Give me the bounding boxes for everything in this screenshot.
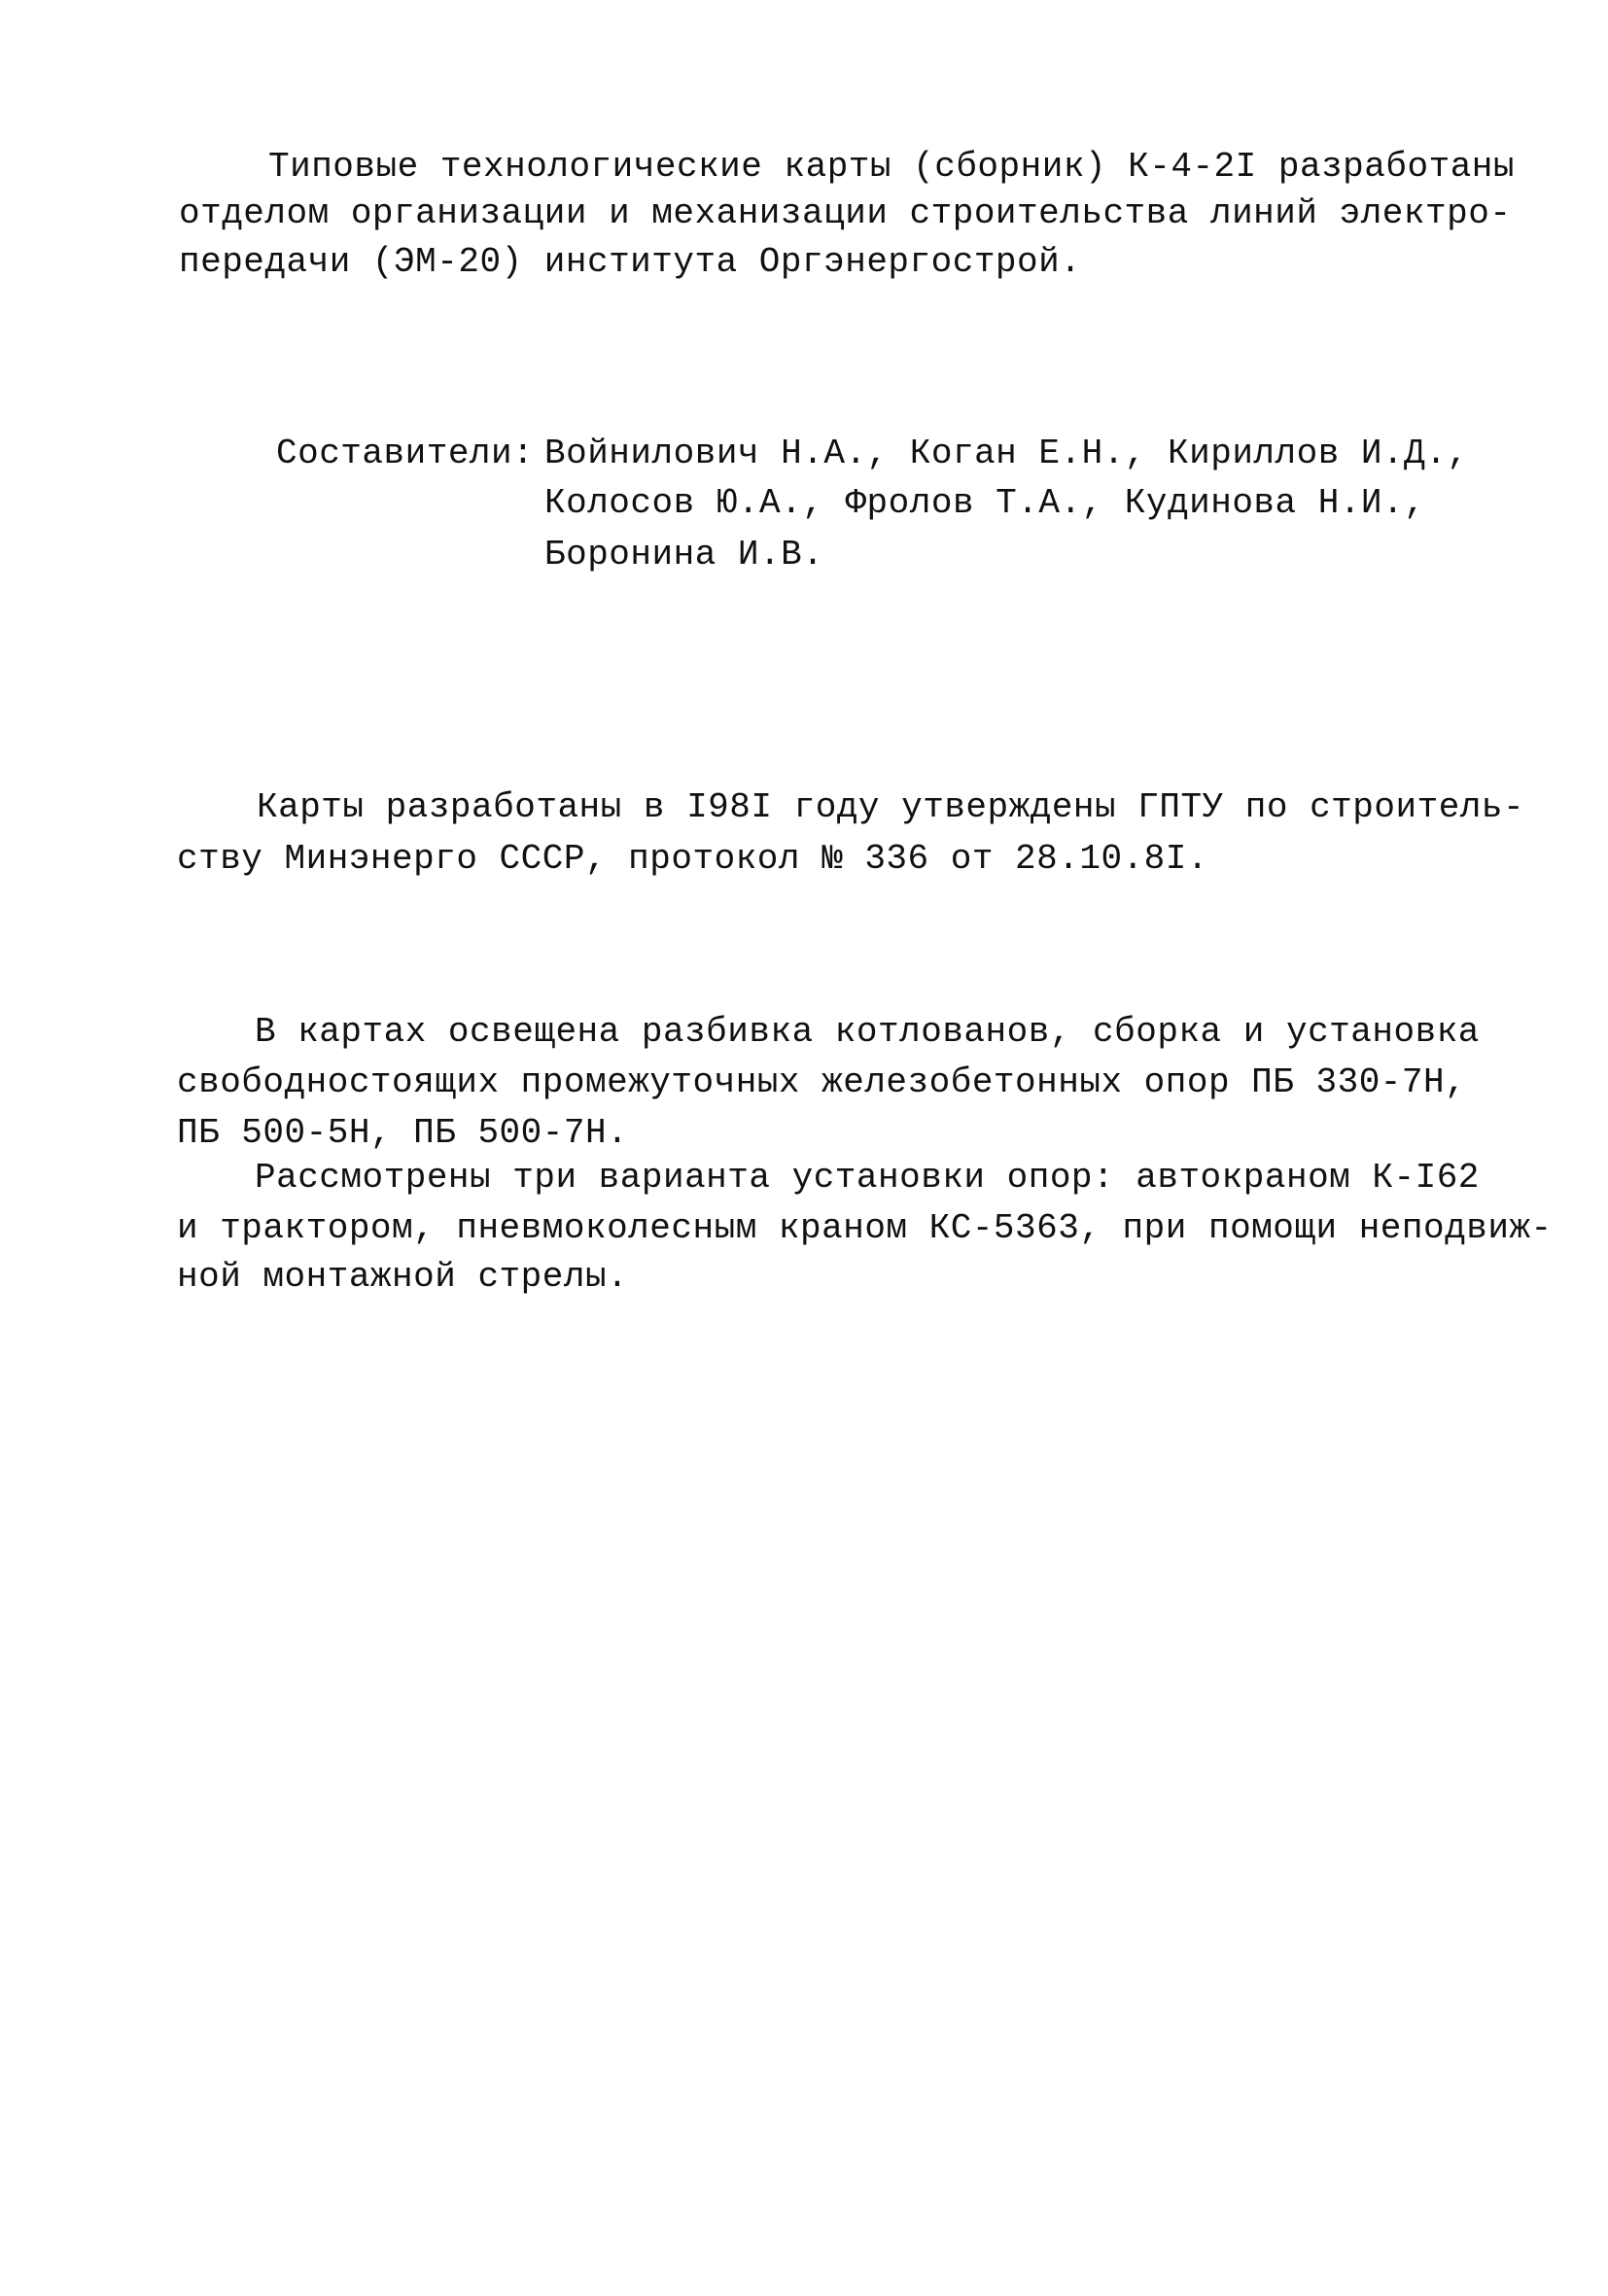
variants-line-1: Рассмотрены три варианта установки опор: автокраном К-I62: [255, 1158, 1480, 1198]
authors-label: Составители:: [276, 434, 535, 473]
intro-line-3: передачи (ЭМ-20) института Оргэнергострой.: [179, 242, 1082, 282]
intro-line-1: Типовые технологические карты (сборник) К-4-2I разработаны: [268, 147, 1516, 187]
approval-line-1: Карты разработаны в I98I году утверждены ГПТУ по строитель-: [257, 787, 1525, 827]
intro-line-2: отделом организации и механизации строительства линий электро-: [179, 193, 1512, 233]
variants-line-2: и трактором, пневмоколесным краном КС-5363, при помощи неподвиж-: [177, 1208, 1553, 1248]
approval-line-2: ству Минэнерго СССР, протокол № 336 от 28.10.8I.: [177, 839, 1208, 879]
variants-line-3: ной монтажной стрелы.: [177, 1257, 629, 1297]
scope-line-1: В картах освещена разбивка котлованов, сборка и установка: [255, 1012, 1480, 1052]
scope-line-3: ПБ 500-5Н, ПБ 500-7Н.: [177, 1113, 629, 1153]
authors-line-2: Колосов Ю.А., Фролов Т.А., Кудинова Н.И.,: [544, 483, 1426, 523]
authors-line-3: Боронина И.В.: [544, 535, 824, 574]
scope-line-2: свободностоящих промежуточных железобетонных опор ПБ 330-7Н,: [177, 1062, 1467, 1102]
authors-line-1: Войнилович Н.А., Коган Е.Н., Кириллов И.Д.,: [544, 434, 1469, 473]
